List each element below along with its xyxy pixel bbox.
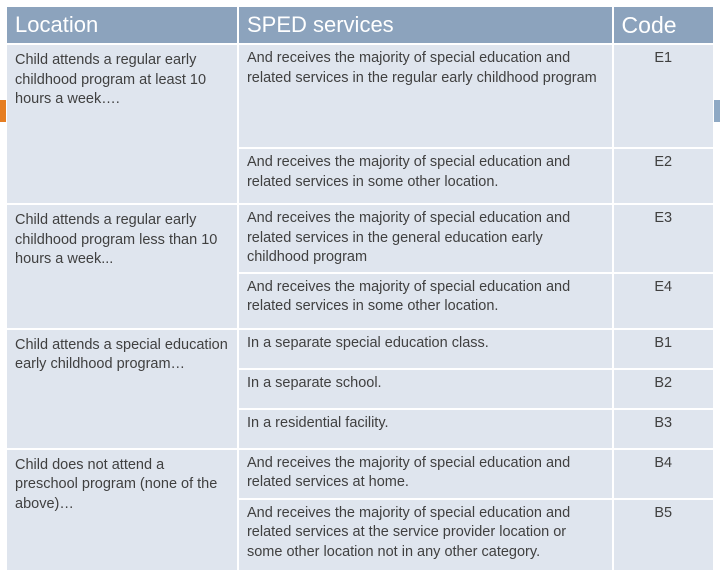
service-cell: And receives the majority of special education and related services in some other location. <box>239 274 612 328</box>
sped-services-column-header: SPED services <box>239 7 612 43</box>
location-column-header: Location <box>7 7 237 43</box>
service-cell: And receives the majority of special education and related services in the regular early childhood program <box>239 45 612 147</box>
service-cell: And receives the majority of special education and related services at home. <box>239 450 612 498</box>
code-cell: E3 <box>614 205 713 272</box>
service-cell: And receives the majority of special education and related services in the general education early childhood program <box>239 205 612 272</box>
code-column-header: Code <box>614 7 713 43</box>
code-cell: E2 <box>614 149 713 203</box>
service-cell: In a residential facility. <box>239 410 612 448</box>
code-cell: B2 <box>614 370 713 408</box>
service-cell: In a separate special education class. <box>239 330 612 368</box>
table-header-row <box>7 7 713 43</box>
code-cell: B5 <box>614 500 713 570</box>
placement-codes-table <box>5 5 715 572</box>
location-cell: Child attends a regular early childhood program at least 10 hours a week…. <box>7 45 237 203</box>
service-cell: And receives the majority of special education and related services at the service provider location or some other location not in any other category. <box>239 500 612 570</box>
location-cell: Child does not attend a preschool program (none of the above)… <box>7 450 237 570</box>
code-cell: B4 <box>614 450 713 498</box>
location-cell: Child attends a special education early childhood program… <box>7 330 237 448</box>
code-cell: E4 <box>614 274 713 328</box>
location-cell: Child attends a regular early childhood program less than 10 hours a week... <box>7 205 237 328</box>
service-cell: In a separate school. <box>239 370 612 408</box>
table-row <box>7 450 713 498</box>
code-cell: E1 <box>614 45 713 147</box>
code-cell: B3 <box>614 410 713 448</box>
code-cell: B1 <box>614 330 713 368</box>
table-row <box>7 205 713 272</box>
service-cell: And receives the majority of special education and related services in some other location. <box>239 149 612 203</box>
table-row <box>7 330 713 368</box>
table-row <box>7 45 713 147</box>
